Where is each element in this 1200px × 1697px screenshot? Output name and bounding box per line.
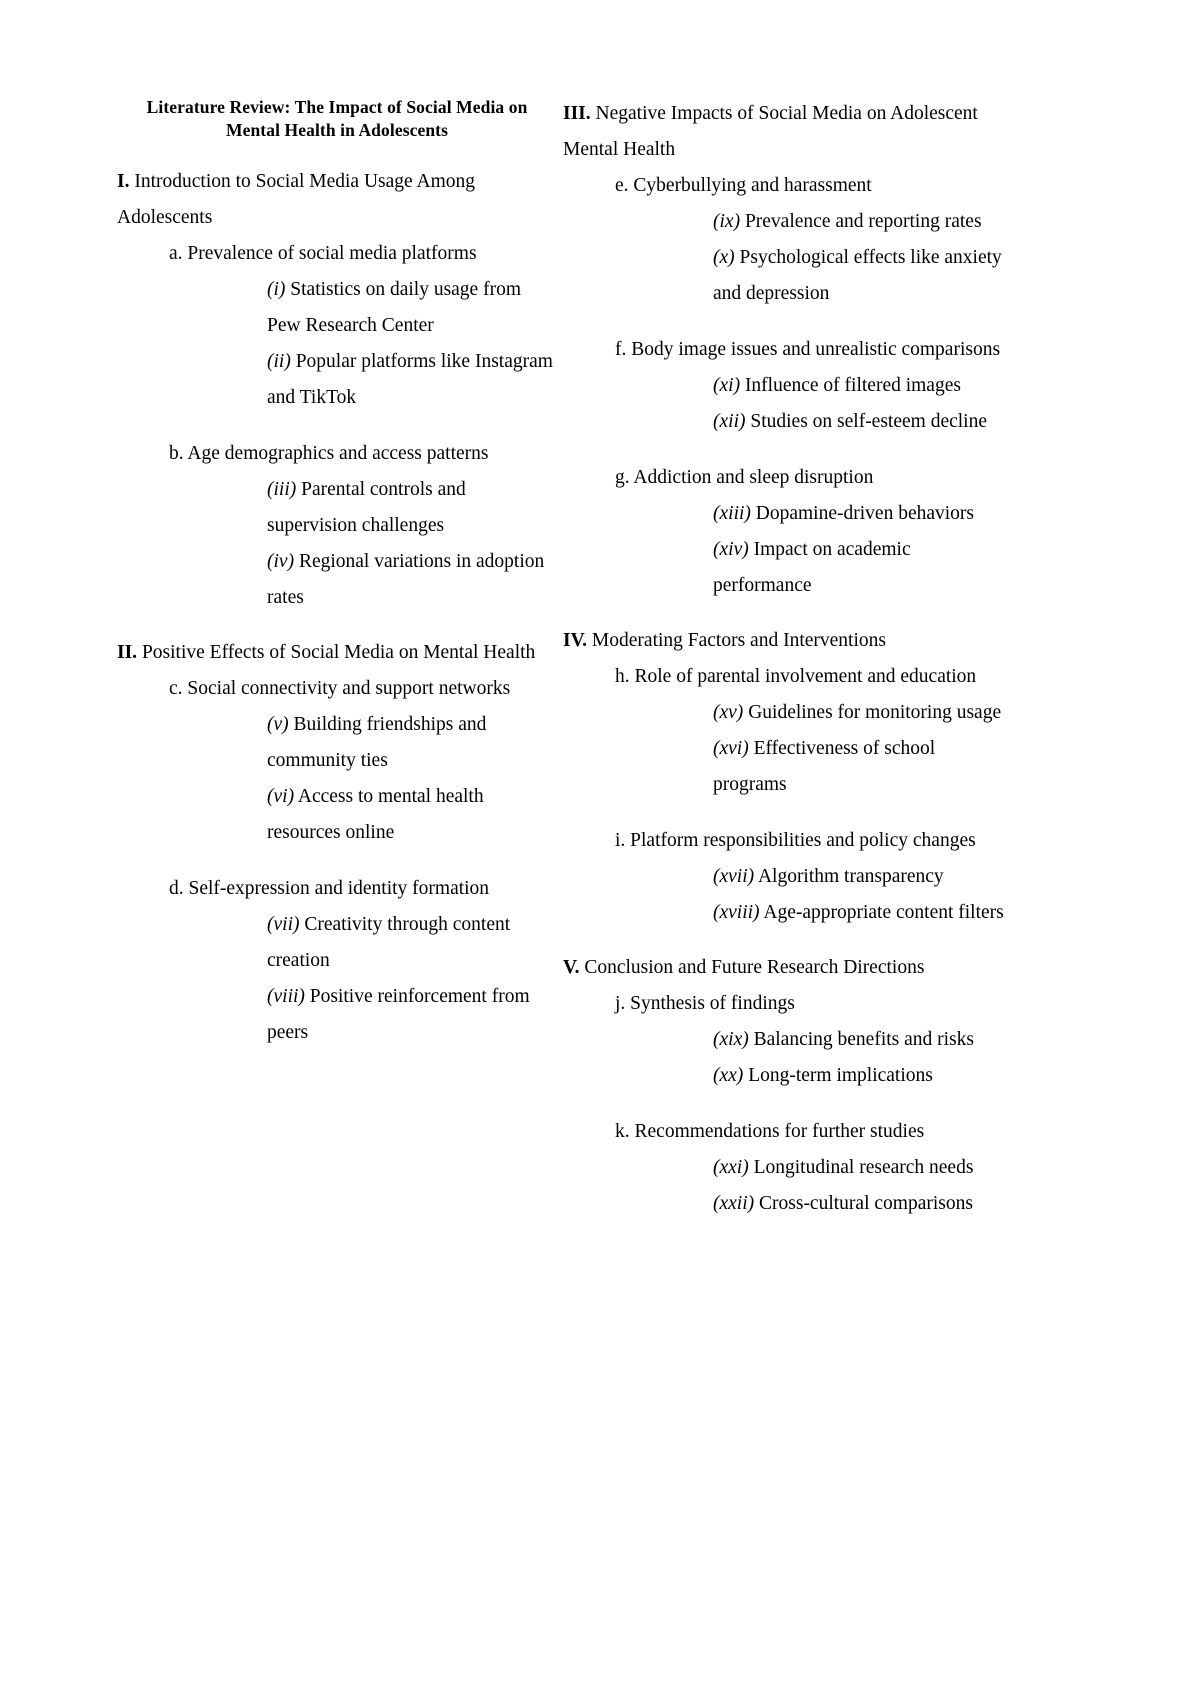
outline-item-text: Access to mental health resources online xyxy=(267,785,489,843)
outline-item-text: Long-term implications xyxy=(743,1065,933,1086)
outline-item-marker: II. xyxy=(117,641,138,663)
outline-item-text: Moderating Factors and Interventions xyxy=(587,630,886,651)
outline-item-level-2 xyxy=(169,436,557,472)
page-title-line-2: Mental Health in Adolescents xyxy=(225,119,449,140)
outline-item-level-3 xyxy=(713,404,1013,440)
outline-item-level-3 xyxy=(267,707,557,779)
outline-item-level-2 xyxy=(615,332,1013,368)
outline-item-text: Statistics on daily usage from Pew Research Center xyxy=(267,278,526,336)
outline-item-text: Self-expression and identity formation xyxy=(183,877,490,899)
outline-item-level-2 xyxy=(615,986,1013,1022)
outline-item-level-3 xyxy=(267,544,557,616)
outline-item-text: Prevalence of social media platforms xyxy=(182,242,477,264)
outline-item-text: Introduction to Social Media Usage Among Adolescents xyxy=(117,170,479,228)
outline-item-level-3 xyxy=(713,859,1013,895)
outline-item-level-3 xyxy=(267,472,557,544)
outline-item-level-2 xyxy=(169,671,557,707)
outline-item-marker: (xi) xyxy=(713,375,741,396)
outline-item-text: Algorithm transparency xyxy=(754,866,944,887)
outline-item-level-3 xyxy=(713,204,1013,240)
outline-item-marker: k. xyxy=(615,1121,630,1142)
outline-item-level-2 xyxy=(615,659,1013,695)
outline-item-text: Guidelines for monitoring usage xyxy=(743,702,1002,723)
outline-item-marker: V. xyxy=(563,957,580,978)
outline-item-text: Dopamine-driven behaviors xyxy=(750,503,975,524)
outline-item-level-3 xyxy=(713,532,1013,604)
outline-item-level-1 xyxy=(563,96,1013,168)
outline-item-level-1 xyxy=(563,623,1013,659)
outline-item-text: Platform responsibilities and policy changes xyxy=(625,830,976,851)
outline-item-level-1 xyxy=(117,164,557,236)
outline-item-marker: I. xyxy=(117,170,130,192)
outline-item-marker: b. xyxy=(169,442,184,464)
outline-item-level-3 xyxy=(713,1150,1013,1186)
outline-item-text: Cross-cultural comparisons xyxy=(754,1193,973,1214)
outline-item-level-3 xyxy=(267,344,557,416)
outline-item-marker: g. xyxy=(615,467,630,488)
outline-spacer xyxy=(117,616,557,635)
outline-item-text: Psychological effects like anxiety and depression xyxy=(713,247,1007,304)
outline-item-marker: (vi) xyxy=(267,785,295,807)
outline-item-level-1 xyxy=(563,950,1013,986)
outline-item-marker: (xv) xyxy=(713,702,744,723)
outline-item-marker: (xiv) xyxy=(713,539,749,560)
outline-item-marker: d. xyxy=(169,877,184,899)
outline-item-marker: (ix) xyxy=(713,211,741,232)
page-title-line-1: Literature Review: The Impact of Social Media on xyxy=(146,97,528,117)
outline-item-text: Popular platforms like Instagram and TikTok xyxy=(267,350,558,408)
outline-item-marker: a. xyxy=(169,242,183,264)
outline-item-text: Positive Effects of Social Media on Mental Health xyxy=(137,641,536,663)
outline-item-marker: (xvi) xyxy=(713,738,749,759)
outline-item-marker: i. xyxy=(615,830,626,851)
outline-item-marker: (vii) xyxy=(267,913,300,935)
outline-item-level-2 xyxy=(615,1114,1013,1150)
outline-item-marker: (i) xyxy=(267,278,286,300)
outline-item-text: Body image issues and unrealistic comparisons xyxy=(626,339,1001,360)
outline-item-text: Balancing benefits and risks xyxy=(748,1029,974,1050)
page-title xyxy=(117,96,557,142)
outline-item-level-3 xyxy=(713,496,1013,532)
outline-item-level-3 xyxy=(267,779,557,851)
right-column xyxy=(563,96,1013,1222)
outline-item-level-3 xyxy=(713,895,1013,931)
outline-item-text: Social connectivity and support networks xyxy=(182,677,511,699)
outline-item-text: Role of parental involvement and education xyxy=(629,666,977,687)
outline-item-marker: (viii) xyxy=(267,985,305,1007)
outline-item-marker: IV. xyxy=(563,630,588,651)
outline-item-marker: e. xyxy=(615,175,629,196)
outline-item-text: Building friendships and community ties xyxy=(267,713,492,771)
left-column xyxy=(117,96,557,1051)
outline-item-text: Synthesis of findings xyxy=(625,993,795,1014)
outline-item-text: Studies on self-esteem decline xyxy=(745,411,987,432)
outline-item-marker: (iv) xyxy=(267,550,295,572)
outline-item-text: Addiction and sleep disruption xyxy=(629,467,874,488)
left-column-outline xyxy=(117,164,557,1051)
outline-item-marker: (xxi) xyxy=(713,1157,749,1178)
outline-item-marker: (xiii) xyxy=(713,503,751,524)
outline-item-level-3 xyxy=(713,1022,1013,1058)
outline-item-level-1 xyxy=(117,635,557,671)
outline-spacer xyxy=(563,604,1013,623)
outline-item-level-2 xyxy=(615,460,1013,496)
outline-item-level-3 xyxy=(713,1058,1013,1094)
outline-item-marker: (xx) xyxy=(713,1065,744,1086)
outline-item-text: Age demographics and access patterns xyxy=(183,442,489,464)
outline-item-text: Prevalence and reporting rates xyxy=(740,211,982,232)
outline-item-text: Negative Impacts of Social Media on Adolescent Mental Health xyxy=(563,103,983,160)
outline-item-level-3 xyxy=(713,368,1013,404)
outline-item-text: Creativity through content creation xyxy=(267,913,516,971)
outline-spacer xyxy=(563,1094,1013,1114)
outline-spacer xyxy=(563,803,1013,823)
outline-item-level-2 xyxy=(169,871,557,907)
outline-item-marker: f. xyxy=(615,339,627,360)
outline-item-text: Parental controls and supervision challenges xyxy=(267,478,471,536)
outline-spacer xyxy=(563,440,1013,460)
outline-item-level-3 xyxy=(713,695,1013,731)
right-column-outline xyxy=(563,96,1013,1222)
outline-item-marker: h. xyxy=(615,666,630,687)
outline-item-level-2 xyxy=(615,168,1013,204)
outline-item-level-3 xyxy=(713,1186,1013,1222)
outline-item-level-3 xyxy=(713,731,1013,803)
outline-item-marker: (xviii) xyxy=(713,902,760,923)
outline-item-text: Age-appropriate content filters xyxy=(759,902,1004,923)
outline-item-marker: c. xyxy=(169,677,183,699)
outline-item-marker: (xix) xyxy=(713,1029,749,1050)
outline-item-text: Impact on academic performance xyxy=(713,539,916,596)
outline-item-level-3 xyxy=(267,272,557,344)
outline-item-text: Recommendations for further studies xyxy=(629,1121,925,1142)
outline-item-marker: j. xyxy=(615,993,626,1014)
outline-item-level-2 xyxy=(615,823,1013,859)
outline-item-level-3 xyxy=(267,907,557,979)
outline-spacer xyxy=(563,312,1013,332)
outline-item-marker: (xii) xyxy=(713,411,746,432)
title-spacer xyxy=(117,142,557,164)
outline-item-marker: (v) xyxy=(267,713,289,735)
outline-item-text: Cyberbullying and harassment xyxy=(628,175,872,196)
outline-item-level-3 xyxy=(267,979,557,1051)
outline-item-text: Effectiveness of school programs xyxy=(713,738,941,795)
outline-item-text: Longitudinal research needs xyxy=(748,1157,974,1178)
outline-item-text: Influence of filtered images xyxy=(740,375,961,396)
outline-item-text: Positive reinforcement from peers xyxy=(267,985,535,1043)
outline-item-text: Conclusion and Future Research Directions xyxy=(579,957,925,978)
outline-item-marker: (x) xyxy=(713,247,735,268)
outline-spacer xyxy=(117,851,557,871)
outline-item-text: Regional variations in adoption rates xyxy=(267,550,550,608)
outline-item-marker: (iii) xyxy=(267,478,297,500)
outline-item-marker: (ii) xyxy=(267,350,291,372)
outline-item-level-2 xyxy=(169,236,557,272)
outline-item-marker: III. xyxy=(563,103,591,124)
outline-item-marker: (xxii) xyxy=(713,1193,755,1214)
outline-spacer xyxy=(563,931,1013,950)
outline-item-marker: (xvii) xyxy=(713,866,755,887)
outline-item-level-3 xyxy=(713,240,1013,312)
outline-spacer xyxy=(117,416,557,436)
